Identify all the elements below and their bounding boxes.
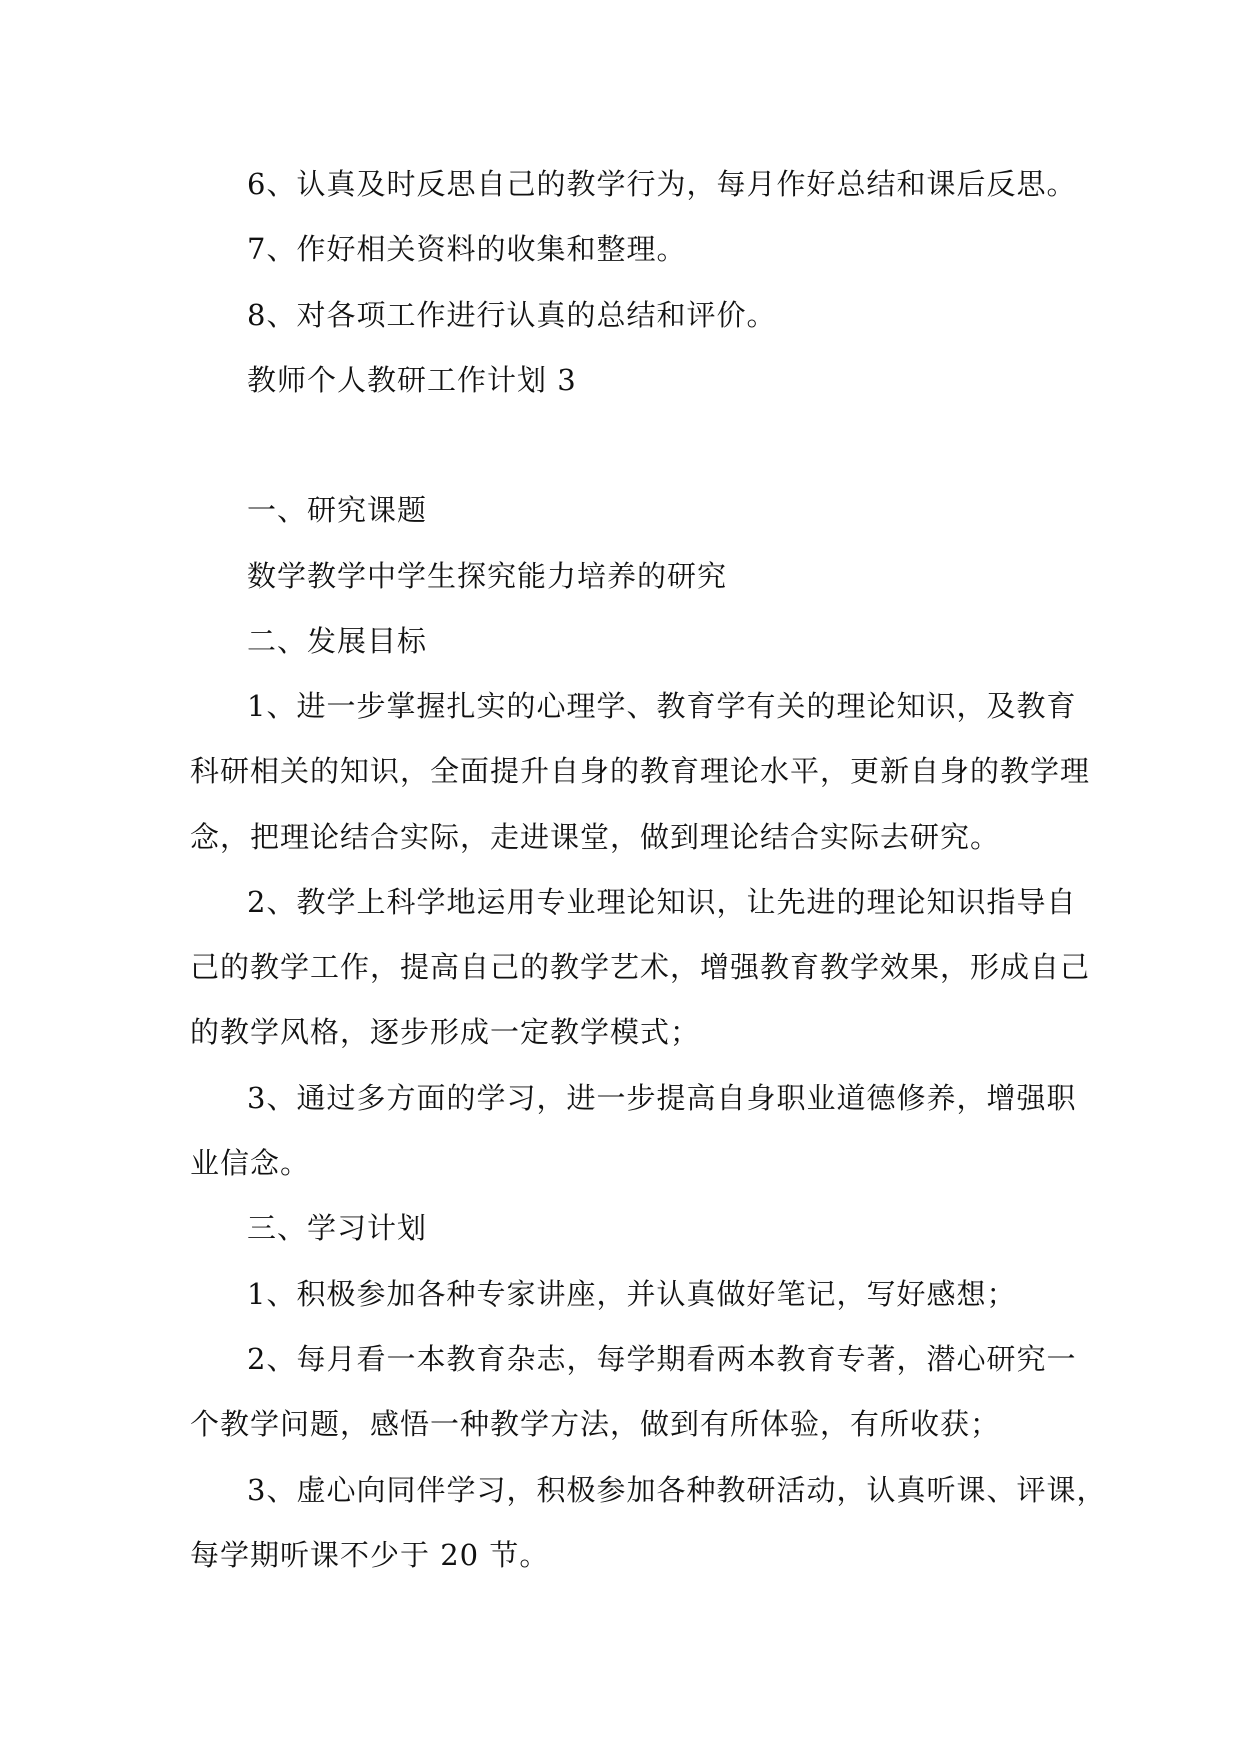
heading-study-plan: 三、学习计划 (247, 1211, 428, 1245)
paragraph-line: 1、积极参加各种专家讲座，并认真做好笔记，写好感想； (247, 1277, 1017, 1311)
paragraph-line: 3、通过多方面的学习，进一步提高自身职业道德修养，增强职 (247, 1081, 1077, 1115)
list-item-8: 8、对各项工作进行认真的总结和评价。 (247, 298, 777, 332)
paragraph-line: 的教学风格，逐步形成一定教学模式； (190, 1015, 701, 1049)
paragraph-line: 3、虚心向同伴学习，积极参加各种教研活动，认真听课、评课， (247, 1473, 1107, 1507)
list-item-6: 6、认真及时反思自己的教学行为，每月作好总结和课后反思。 (247, 167, 1077, 201)
paragraph-line: 1、进一步掌握扎实的心理学、教育学有关的理论知识，及教育 (247, 689, 1077, 723)
paragraph-line: 2、教学上科学地运用专业理论知识，让先进的理论知识指导自 (247, 885, 1077, 919)
list-item-7: 7、作好相关资料的收集和整理。 (247, 232, 687, 266)
paragraph-line: 己的教学工作，提高自己的教学艺术，增强教育教学效果，形成自己 (190, 950, 1091, 984)
paragraph-line: 2、每月看一本教育杂志，每学期看两本教育专著，潜心研究一 (247, 1342, 1077, 1376)
paragraph-line: 业信念。 (190, 1146, 311, 1180)
paragraph-line: 个教学问题，感悟一种教学方法，做到有所体验，有所收获； (190, 1407, 1001, 1441)
section-title: 教师个人教研工作计划 3 (247, 363, 577, 397)
research-topic-text: 数学教学中学生探究能力培养的研究 (247, 559, 728, 593)
paragraph-line: 科研相关的知识，全面提升自身的教育理论水平，更新自身的教学理 (190, 754, 1091, 788)
heading-research-topic: 一、研究课题 (247, 493, 428, 527)
paragraph-line: 每学期听课不少于 20 节。 (190, 1538, 550, 1572)
paragraph-line: 念，把理论结合实际，走进课堂，做到理论结合实际去研究。 (190, 820, 1001, 854)
heading-development-goals: 二、发展目标 (247, 624, 428, 658)
